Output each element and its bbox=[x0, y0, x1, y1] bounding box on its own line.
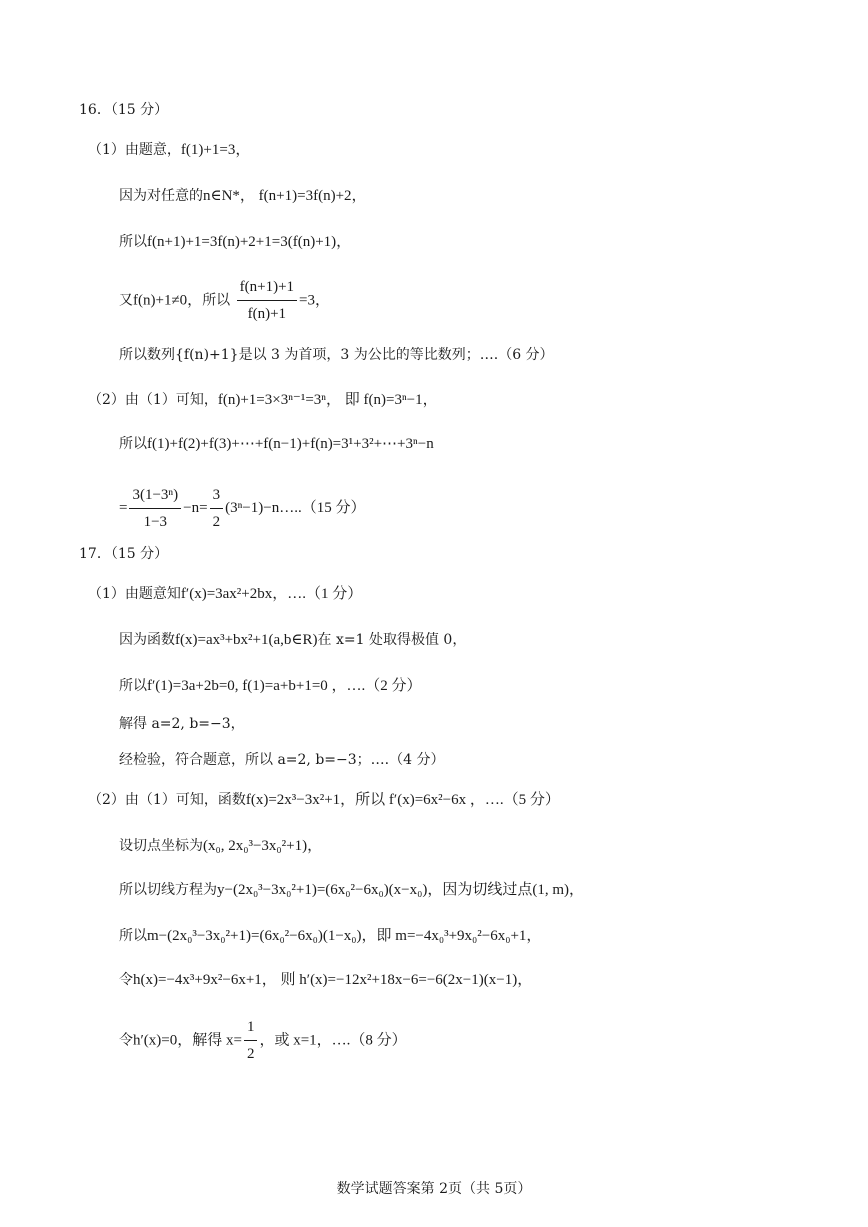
q16-line4-text: 又 bbox=[119, 292, 133, 309]
q17-line7-text: 设切点坐标为 bbox=[119, 838, 203, 854]
q16-part2-label: （2）由（1）可知， bbox=[88, 392, 218, 408]
q16-line4-equation: f(n)+1≠0， bbox=[133, 292, 203, 309]
q17-part2-equation: f(x)=2x³−3x²+1，所以 f′(x)=6x²−6x ，….（5 分） bbox=[245, 792, 560, 808]
q17-line11-text: 令 bbox=[119, 1032, 133, 1049]
q17-part2-line bbox=[88, 790, 560, 810]
q16-line8-equals: = bbox=[119, 499, 128, 516]
q17-line11-tail: ，或 x=1，….（8 分） bbox=[259, 1032, 407, 1049]
q17-line11-fraction bbox=[244, 1016, 258, 1065]
q17-line7 bbox=[119, 836, 322, 856]
q17-line2-equation: f(x)=ax³+bx²+1(a,b∈R) bbox=[175, 632, 318, 648]
q17-line11 bbox=[119, 1016, 407, 1065]
q17-line4: 解得 a=2, b=−3， bbox=[119, 716, 245, 732]
q16-line3 bbox=[119, 232, 351, 252]
q17-line11-fraction-denominator: 2 bbox=[246, 1046, 255, 1062]
q16-line4-fraction-numerator: f(n+1)+1 bbox=[237, 276, 297, 301]
q17-part1-equation: f′(x)=3ax²+2bx，….（1 分） bbox=[180, 586, 363, 602]
q16-part1-label: （1）由题意， bbox=[88, 142, 181, 158]
q16-line4-text2: 所以 bbox=[202, 292, 231, 309]
q16-line8-fraction2-numerator: 3 bbox=[210, 484, 224, 509]
q17-header: 17．（15 分） bbox=[79, 546, 169, 562]
q17-line9-text: 所以 bbox=[119, 928, 147, 944]
q16-line2-equation: n∈N*， f(n+1)=3f(n)+2， bbox=[203, 188, 367, 204]
q17-part2-label: （2）由（1）可知，函数 bbox=[88, 792, 246, 808]
q17-line8 bbox=[119, 880, 584, 900]
q16-line5: 所以数列{f(n)+1}是以 3 为首项，3 为公比的等比数列；….（6 分） bbox=[119, 347, 554, 363]
q16-line8 bbox=[119, 484, 365, 533]
q16-line7 bbox=[119, 434, 434, 454]
q16-line8-fraction2 bbox=[210, 484, 224, 533]
q16-line8-tail: (3ⁿ−1)−n…..（15 分） bbox=[225, 499, 366, 516]
q16-part1-equation: f(1)+1=3， bbox=[180, 142, 251, 158]
q17-line10 bbox=[119, 970, 532, 990]
q17-line10-equation: h(x)=−4x³+9x²−6x+1， 则 h′(x)=−12x²+18x−6=−6(2x−1)(x−1)， bbox=[133, 972, 533, 988]
q16-line3-text: 所以 bbox=[119, 234, 147, 250]
q17-line10-text: 令 bbox=[119, 972, 133, 988]
q16-line4 bbox=[119, 276, 330, 325]
q16-part2-equation: f(n)+1=3×3ⁿ⁻¹=3ⁿ， 即 f(n)=3ⁿ−1， bbox=[217, 392, 438, 408]
q16-line4-tail: =3， bbox=[299, 292, 331, 309]
q17-line11-equation: h′(x)=0，解得 x= bbox=[133, 1032, 242, 1049]
q16-line3-equation: f(n+1)+1=3f(n)+2+1=3(f(n)+1)， bbox=[147, 234, 352, 250]
q17-line2-tail: 在 x=1 处取得极值 0， bbox=[317, 632, 467, 648]
q17-line9 bbox=[119, 926, 541, 946]
q17-line2 bbox=[119, 630, 466, 650]
q17-line2-text: 因为函数 bbox=[119, 632, 175, 648]
q16-line8-fraction-numerator: 3(1−3ⁿ) bbox=[129, 484, 181, 509]
q17-line11-fraction-numerator: 1 bbox=[244, 1016, 258, 1041]
q16-line2-text: 因为对任意的 bbox=[119, 188, 203, 204]
q17-part1-line bbox=[88, 584, 362, 604]
q17-line7-equation: (x₀, 2x₀³−3x₀²+1)， bbox=[203, 838, 323, 854]
q16-line8-mid: −n= bbox=[183, 499, 208, 516]
q16-line7-text: 所以 bbox=[119, 436, 147, 452]
q17-line9-equation: m−(2x₀³−3x₀²+1)=(6x₀²−6x₀)(1−x₀)，即 m=−4x₀³+9x₀²−6x₀+1， bbox=[147, 928, 542, 944]
q16-part1-line bbox=[88, 140, 250, 160]
q16-header: 16．（15 分） bbox=[79, 102, 169, 118]
q17-line3-text: 所以 bbox=[119, 678, 147, 694]
q16-line7-equation: f(1)+f(2)+f(3)+⋯+f(n−1)+f(n)=3¹+3²+⋯+3ⁿ−n bbox=[147, 436, 434, 452]
q16-line8-fraction-denominator: 1−3 bbox=[143, 514, 168, 530]
q16-part2-line bbox=[88, 390, 438, 410]
q17-part1-label: （1）由题意知 bbox=[88, 586, 181, 602]
page-footer: 数学试题答案第 2页（共 5页） bbox=[336, 1181, 532, 1197]
q17-line3-equation: f′(1)=3a+2b=0, f(1)=a+b+1=0 ，….（2 分） bbox=[147, 678, 422, 694]
q16-line2 bbox=[119, 186, 367, 206]
q17-line5: 经检验，符合题意，所以 a=2, b=−3；….（4 分） bbox=[119, 752, 445, 768]
q17-line8-text: 所以切线方程为 bbox=[119, 882, 217, 898]
q16-line8-fraction2-denominator: 2 bbox=[212, 514, 221, 530]
q16-line4-fraction-denominator: f(n)+1 bbox=[247, 306, 287, 322]
q16-line4-fraction bbox=[237, 276, 297, 325]
q17-line8-equation: y−(2x₀³−3x₀²+1)=(6x₀²−6x₀)(x−x₀)，因为切线过点(1, m)， bbox=[217, 882, 585, 898]
q16-line8-fraction bbox=[129, 484, 181, 533]
q17-line3 bbox=[119, 676, 422, 696]
